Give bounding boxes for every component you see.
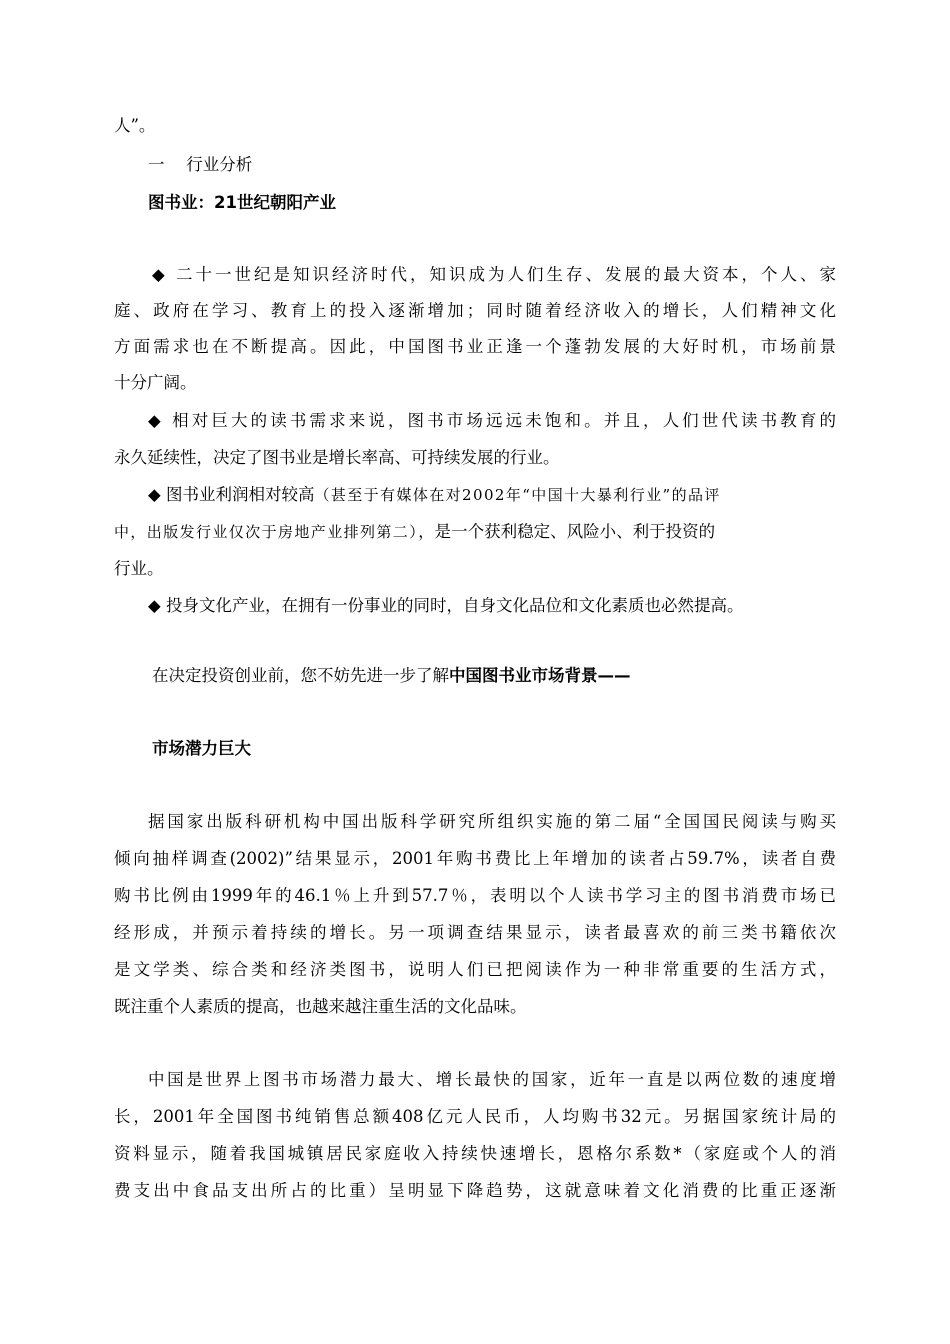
paragraph-2-line-2: 长，2001年全国图书纯销售总额408亿元人民币，人均购书32元。另据国家统计局的	[114, 1107, 836, 1126]
bullet-1-line-4: 十分广阔。	[114, 373, 197, 392]
bullet-1-line-1	[152, 265, 836, 285]
paragraph-1-line-2: 倾向抽样调查(2002)”结果显示，2001年购书费比上年增加的读者占59.7%，读者自费	[114, 849, 836, 868]
intro-line	[152, 666, 836, 686]
section-heading: 一 行业分析	[148, 155, 253, 174]
bullet-3-line-1	[148, 485, 836, 505]
bullet-1-line-3: 方面需求也在不断提高。因此，中国图书业正逢一个蓬勃发展的大好时机，市场前景	[114, 337, 836, 356]
bullet-2-line-1	[148, 411, 836, 431]
bullet-2-line-2: 永久延续性，决定了图书业是增长率高、可持续发展的行业。	[114, 448, 560, 467]
intro-text: 在决定投资创业前，您不妨先进一步了解	[152, 666, 449, 685]
bullet-icon: ◆	[148, 485, 161, 504]
bullet-4-text: 投身文化产业，在拥有一份事业的同时，自身文化品位和文化素质也必然提高。	[160, 596, 744, 615]
bullet-icon: ◆	[148, 411, 164, 430]
paragraph-1-line-4: 经形成，并预示着持续的增长。另一项调查结果显示，读者最喜欢的前三类书籍依次	[114, 923, 836, 942]
paragraph-1-line-3: 购书比例由1999年的46.1％上升到57.7％，表明以个人读书学习主的图书消费市场已	[114, 886, 836, 905]
opening-line: 人”。	[114, 116, 156, 135]
bullet-icon: ◆	[148, 596, 161, 615]
bullet-icon: ◆	[152, 265, 168, 284]
bullet-3-note-1: （甚至于有媒体在对2002年“中国十大暴利行业”的品评	[314, 486, 721, 504]
paragraph-1-line-1: 据国家出版科研机构中国出版科学研究所组织实施的第二届“全国国民阅读与购买	[148, 812, 836, 831]
market-heading: 市场潜力巨大	[152, 739, 251, 758]
bullet-2-text-1: 相对巨大的读书需求来说，图书市场远远未饱和。并且，人们世代读书教育的	[163, 411, 836, 430]
bullet-3-line-2	[114, 522, 836, 542]
paragraph-2-line-3: 资料显示，随着我国城镇居民家庭收入持续快速增长，恩格尔系数*（家庭或个人的消	[114, 1144, 836, 1163]
bullet-3-line-3: 行业。	[114, 559, 164, 578]
paragraph-1-line-5: 是文学类、综合类和经济类图书，说明人们已把阅读作为一种非常重要的生活方式，	[114, 960, 836, 979]
bullet-3-text-start: 图书业利润相对较高	[160, 485, 315, 504]
paragraph-1-line-6: 既注重个人素质的提高，也越来越注重生活的文化品味。	[114, 997, 527, 1016]
bullet-3-note-2: 中，出版发行业仅次于房地产业排列第二）	[114, 523, 419, 541]
paragraph-2-line-1: 中国是世界上图书市场潜力最大、增长最快的国家，近年一直是以两位数的速度增	[148, 1070, 836, 1089]
bullet-1-text-1: 二十一世纪是知识经济时代，知识成为人们生存、发展的最大资本，个人、家	[167, 265, 836, 284]
subheading: 图书业：21世纪朝阳产业	[148, 193, 336, 212]
bullet-3-text-end: ，是一个获利稳定、风险小、利于投资的	[418, 522, 716, 541]
bullet-4-line	[148, 596, 836, 616]
intro-bold-text: 中国图书业市场背景——	[449, 666, 631, 685]
bullet-1-line-2: 庭、政府在学习、教育上的投入逐渐增加；同时随着经济收入的增长，人们精神文化	[114, 301, 836, 320]
paragraph-2-line-4: 费支出中食品支出所占的比重）呈明显下降趋势，这就意味着文化消费的比重正逐渐	[114, 1181, 836, 1200]
